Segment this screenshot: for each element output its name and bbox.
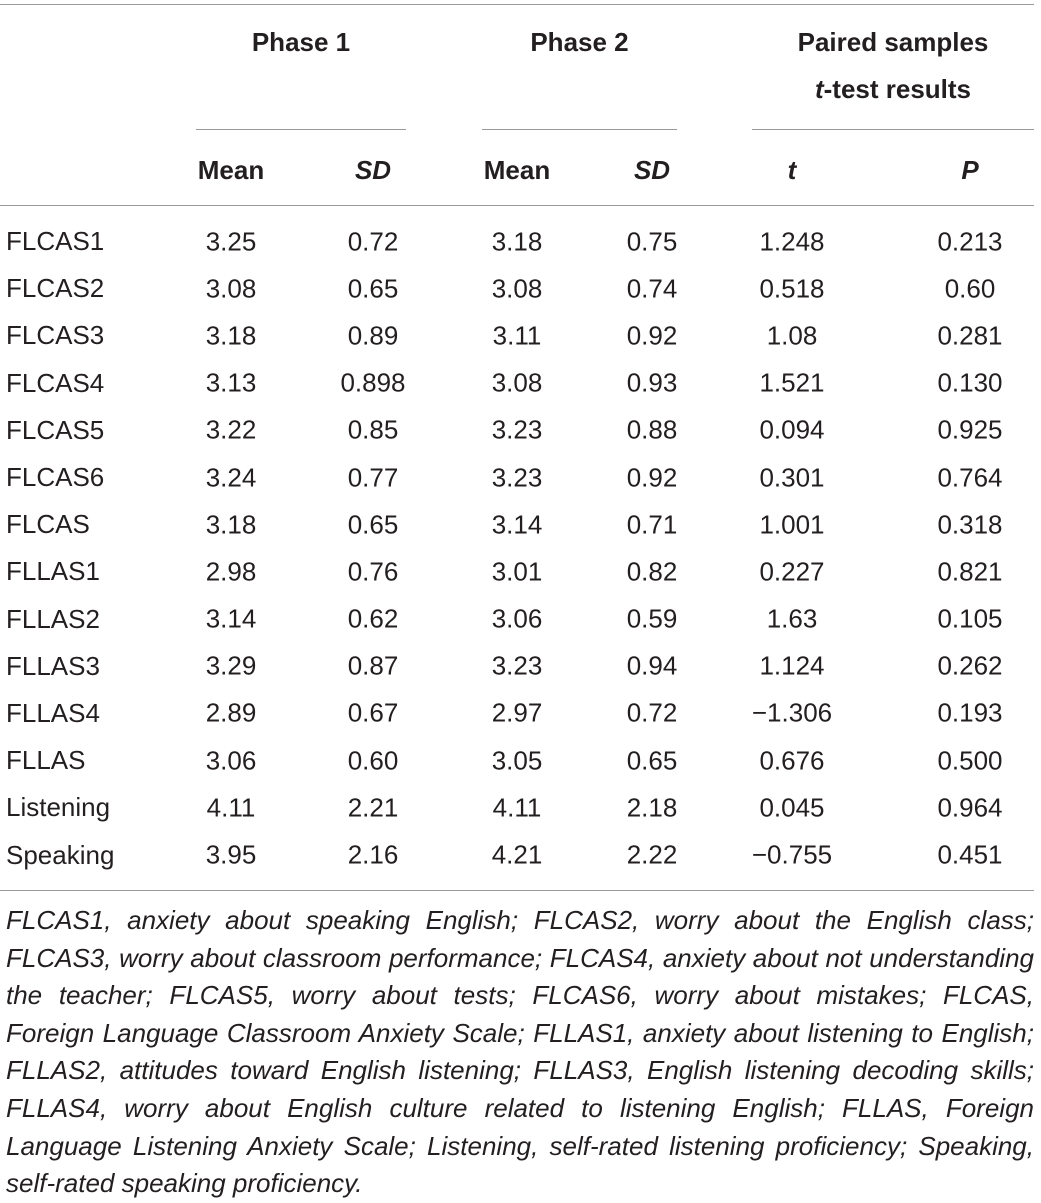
- cell-mean2: 3.23: [491, 414, 543, 445]
- phase2-group-rule: [482, 129, 677, 130]
- cell-p: 0.60: [944, 273, 996, 304]
- ttest-results-text: -test results: [823, 74, 972, 104]
- cell-t: 0.518: [759, 273, 825, 304]
- table-row: [0, 407, 1041, 454]
- cell-sd1: 2.16: [347, 839, 399, 870]
- cell-sd2: 0.94: [626, 650, 678, 681]
- group-header-paired-ttest: [752, 27, 1034, 104]
- cell-sd1: 0.72: [347, 226, 399, 257]
- row-values: [181, 690, 1041, 737]
- cell-p: 0.281: [937, 320, 1003, 351]
- table-top-rule: [0, 4, 1034, 5]
- cell-sd2: 0.92: [626, 462, 678, 493]
- cell-mean1: 3.29: [205, 650, 257, 681]
- cell-sd1: 0.60: [347, 745, 399, 776]
- row-label: FLLAS: [6, 745, 86, 776]
- row-values: [181, 784, 1041, 831]
- table-row: [0, 360, 1041, 407]
- row-label: FLCAS3: [6, 320, 105, 351]
- group-header-phase-1: Phase 1: [251, 27, 351, 57]
- cell-mean1: 2.89: [205, 697, 257, 728]
- phase1-group-rule: [196, 129, 406, 130]
- row-values: [181, 218, 1041, 265]
- cell-mean2: 3.08: [491, 367, 543, 398]
- cell-p: 0.964: [937, 792, 1003, 823]
- cell-p: 0.318: [937, 509, 1003, 540]
- cell-sd2: 0.88: [626, 414, 678, 445]
- table-footnote: FLCAS1, anxiety about speaking English; FLCAS2, worry about the English class; FLCAS3, worry about classroom performance; FLCAS4, anxiety about not understanding the teacher; FLCAS5, worry about tests; FLCAS6, worry about mistakes; FLCAS, Foreign Language Classroom Anxiety Scale; FLLAS1, anxiety about listening to English; FLLAS2, attitudes toward English listening; FLLAS3, English listening decoding skills; FLLAS4, worry about English culture related to listening English; FLLAS, Foreign Language Listening Anxiety Scale; Listening, self-rated listening proficiency; Speaking, self-rated speaking proficiency.: [6, 905, 1034, 1199]
- cell-sd2: 0.71: [626, 509, 678, 540]
- cell-t: 1.521: [759, 367, 825, 398]
- row-values: [181, 596, 1041, 643]
- cell-p: 0.451: [937, 839, 1003, 870]
- cell-mean2: 3.18: [491, 226, 543, 257]
- cell-t: 1.63: [766, 603, 818, 634]
- row-values: [181, 737, 1041, 784]
- row-label: Listening: [6, 792, 111, 823]
- group-header-phase-2: Phase 2: [530, 27, 629, 57]
- row-label: FLCAS4: [6, 367, 105, 398]
- t-italic: t: [814, 74, 824, 104]
- col-header-t: t: [787, 155, 797, 185]
- row-label: FLCAS: [6, 509, 90, 540]
- cell-mean1: 3.22: [205, 414, 257, 445]
- row-values: [181, 548, 1041, 595]
- cell-sd1: 2.21: [347, 792, 399, 823]
- cell-sd2: 0.65: [626, 745, 678, 776]
- cell-t: 1.001: [759, 509, 825, 540]
- row-values: [181, 360, 1041, 407]
- cell-sd2: 0.93: [626, 367, 678, 398]
- table-row: [0, 501, 1041, 548]
- cell-mean2: 3.14: [491, 509, 543, 540]
- cell-p: 0.262: [937, 650, 1003, 681]
- cell-sd1: 0.76: [347, 556, 399, 587]
- cell-sd2: 0.72: [626, 697, 678, 728]
- cell-p: 0.821: [937, 556, 1003, 587]
- table-row: [0, 690, 1041, 737]
- cell-mean1: 3.18: [205, 509, 257, 540]
- table-row: [0, 218, 1041, 265]
- cell-sd1: 0.65: [347, 273, 399, 304]
- row-values: [181, 407, 1041, 454]
- cell-sd2: 0.75: [626, 226, 678, 257]
- table-row: [0, 737, 1041, 784]
- cell-mean1: 3.18: [205, 320, 257, 351]
- col-header-sd-phase1: SD: [354, 155, 392, 185]
- group-header-paired-ttest-line2: [752, 74, 1034, 104]
- row-label: FLCAS6: [6, 462, 105, 493]
- cell-mean2: 4.21: [491, 839, 543, 870]
- cell-sd1: 0.898: [340, 367, 406, 398]
- table-row: [0, 596, 1041, 643]
- cell-mean1: 3.06: [205, 745, 257, 776]
- table-row: [0, 312, 1041, 359]
- cell-p: 0.105: [937, 603, 1003, 634]
- cell-p: 0.925: [937, 414, 1003, 445]
- cell-t: 0.676: [759, 745, 825, 776]
- cell-mean2: 3.06: [491, 603, 543, 634]
- cell-t: 0.094: [759, 414, 825, 445]
- cell-mean1: 3.95: [205, 839, 257, 870]
- cell-sd1: 0.87: [347, 650, 399, 681]
- cell-mean1: 3.24: [205, 462, 257, 493]
- cell-sd1: 0.62: [347, 603, 399, 634]
- cell-mean2: 4.11: [492, 792, 542, 823]
- cell-t: 1.124: [759, 650, 825, 681]
- cell-t: −1.306: [751, 697, 833, 728]
- cell-sd1: 0.65: [347, 509, 399, 540]
- table-row: [0, 643, 1041, 690]
- cell-sd1: 0.67: [347, 697, 399, 728]
- ttest-group-rule: [752, 129, 1034, 130]
- cell-mean2: 3.23: [491, 650, 543, 681]
- col-header-p: P: [961, 155, 979, 185]
- table-row: [0, 784, 1041, 831]
- cell-mean2: 3.05: [491, 745, 543, 776]
- row-values: [181, 312, 1041, 359]
- cell-t: 0.227: [759, 556, 825, 587]
- cell-p: 0.130: [937, 367, 1003, 398]
- row-label: Speaking: [6, 839, 115, 870]
- row-values: [181, 643, 1041, 690]
- group-header-paired-ttest-line1: Paired samples: [797, 27, 989, 57]
- cell-mean1: 3.08: [205, 273, 257, 304]
- cell-t: 0.045: [759, 792, 825, 823]
- cell-mean2: 3.01: [491, 556, 543, 587]
- cell-mean1: 4.11: [206, 792, 256, 823]
- cell-t: 0.301: [759, 462, 825, 493]
- cell-mean1: 3.25: [205, 226, 257, 257]
- table-row: [0, 454, 1041, 501]
- cell-mean2: 2.97: [491, 697, 543, 728]
- cell-sd2: 0.92: [626, 320, 678, 351]
- table-bottom-rule: [0, 890, 1034, 891]
- col-header-sd-phase2: SD: [633, 155, 671, 185]
- cell-mean1: 3.14: [205, 603, 257, 634]
- data-table: [0, 218, 1041, 879]
- col-header-mean-phase2: Mean: [483, 155, 551, 185]
- row-label: FLCAS5: [6, 414, 105, 445]
- table-row: [0, 265, 1041, 312]
- table-row: [0, 548, 1041, 595]
- cell-p: 0.764: [937, 462, 1003, 493]
- col-header-mean-phase1: Mean: [197, 155, 265, 185]
- row-values: [181, 831, 1041, 878]
- cell-p: 0.213: [937, 226, 1003, 257]
- cell-p: 0.193: [937, 697, 1003, 728]
- cell-t: 1.08: [766, 320, 818, 351]
- cell-t: 1.248: [759, 226, 825, 257]
- cell-mean2: 3.11: [492, 320, 542, 351]
- row-label: FLLAS2: [6, 603, 100, 634]
- row-label: FLCAS2: [6, 273, 105, 304]
- cell-sd1: 0.77: [347, 462, 399, 493]
- header-bottom-rule: [0, 205, 1034, 206]
- table-row: [0, 831, 1041, 878]
- cell-mean2: 3.23: [491, 462, 543, 493]
- cell-sd1: 0.85: [347, 414, 399, 445]
- row-label: FLLAS3: [6, 650, 100, 681]
- cell-sd2: 0.59: [626, 603, 678, 634]
- cell-mean1: 3.13: [205, 367, 257, 398]
- row-values: [181, 501, 1041, 548]
- row-label: FLLAS1: [6, 556, 100, 587]
- cell-sd2: 0.82: [626, 556, 678, 587]
- cell-p: 0.500: [937, 745, 1003, 776]
- row-values: [181, 265, 1041, 312]
- cell-sd2: 2.18: [626, 792, 678, 823]
- cell-mean1: 2.98: [205, 556, 257, 587]
- row-values: [181, 454, 1041, 501]
- cell-t: −0.755: [751, 839, 833, 870]
- row-label: FLLAS4: [6, 697, 100, 728]
- cell-sd2: 2.22: [626, 839, 678, 870]
- row-label: FLCAS1: [6, 226, 105, 257]
- cell-sd2: 0.74: [626, 273, 678, 304]
- cell-mean2: 3.08: [491, 273, 543, 304]
- cell-sd1: 0.89: [347, 320, 399, 351]
